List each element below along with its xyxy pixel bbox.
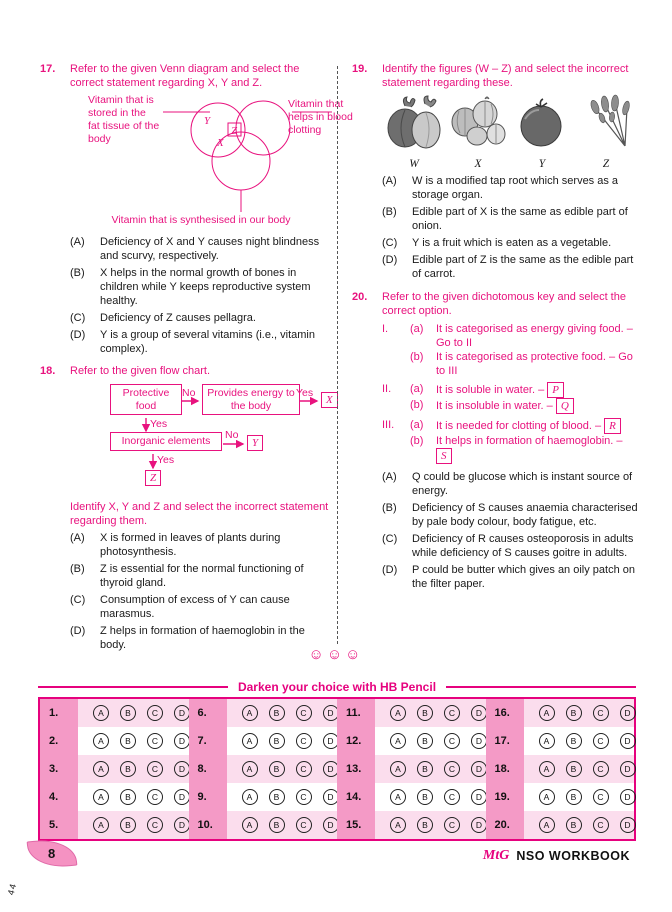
omr-bubble-b[interactable]: B <box>120 705 136 721</box>
key-item-text: It is needed for clotting of blood. – R <box>436 418 640 434</box>
option-text: Y is a group of several vitamins (i.e., vitamin complex). <box>100 329 315 355</box>
flow-yes-label: Yes <box>157 454 175 466</box>
omr-bubble-b[interactable]: B <box>269 761 285 777</box>
question-17-stem: Refer to the given Venn diagram and select the correct statement regarding X, Y and Z. <box>70 63 300 89</box>
key-result-s: S <box>436 448 452 464</box>
question-17-option-b <box>70 266 332 308</box>
option-text: X helps in the normal growth of bones in children while Y keeps reproductive system healthy. <box>100 267 311 307</box>
venn-set-z-label: Z <box>231 125 238 137</box>
omr-bubble-c[interactable]: C <box>444 761 460 777</box>
omr-bubble-b[interactable]: B <box>566 789 582 805</box>
omr-bubble-c[interactable]: C <box>296 705 312 721</box>
option-text: Q could be glucose which is instant source of energy. <box>412 471 633 497</box>
question-19-number: 19. <box>352 63 368 75</box>
omr-bubble-d[interactable]: D <box>620 789 636 805</box>
omr-bubble-a[interactable]: A <box>390 733 406 749</box>
omr-bubble-row <box>78 727 189 755</box>
key-item-text: It helps in formation of haemoglobin. – S <box>436 435 623 462</box>
answer-sheet-title: Darken your choice with HB Pencil <box>237 680 437 694</box>
key-item-text: It is insoluble in water. – Q <box>436 398 640 414</box>
flow-result-x: X <box>321 392 338 408</box>
omr-bubble-d[interactable]: D <box>323 705 339 721</box>
answer-sheet <box>38 680 636 841</box>
omr-bubble-d[interactable]: D <box>620 733 636 749</box>
option-key: (A) <box>382 471 397 483</box>
option-key: (B) <box>70 563 85 575</box>
option-text: P could be butter which gives an oily patch on the filter paper. <box>412 564 635 590</box>
fenugreek-sprig-image <box>575 94 637 152</box>
question-20-number: 20. <box>352 291 368 303</box>
omr-question-number: 17. <box>486 727 524 755</box>
omr-bubble-b[interactable]: B <box>120 817 136 833</box>
question-20-option-d <box>382 563 640 591</box>
omr-bubble-a[interactable]: A <box>539 789 555 805</box>
question-17 <box>40 62 353 356</box>
omr-question-number: 19. <box>486 783 524 811</box>
question-17-number: 17. <box>40 63 56 75</box>
question-19 <box>352 62 640 281</box>
key-item <box>410 398 640 414</box>
omr-question-number: 9. <box>189 783 227 811</box>
question-20-option-a <box>382 470 640 498</box>
omr-bubble-d[interactable]: D <box>471 817 487 833</box>
omr-bubble-row <box>375 727 486 755</box>
question-18-option-b <box>70 562 332 590</box>
omr-bubble-a[interactable]: A <box>93 705 109 721</box>
option-key: (D) <box>70 329 86 341</box>
omr-bubble-c[interactable]: C <box>593 789 609 805</box>
key-roman: I. <box>382 323 389 335</box>
key-result-r: R <box>604 418 621 434</box>
omr-bubble-a[interactable]: A <box>539 761 555 777</box>
omr-bubble-c[interactable]: C <box>444 817 460 833</box>
option-key: (D) <box>382 564 398 576</box>
key-result-q: Q <box>556 398 574 414</box>
omr-bubble-row <box>524 811 635 839</box>
key-item <box>410 382 640 398</box>
option-text: Consumption of excess of Y can cause marasmus. <box>100 594 290 620</box>
omr-bubble-d[interactable]: D <box>174 761 190 777</box>
key-item-key: (a) <box>410 323 424 335</box>
figure-x-garlic <box>446 94 510 171</box>
omr-bubble-a[interactable]: A <box>242 817 258 833</box>
omr-bubble-c[interactable]: C <box>444 733 460 749</box>
page-number-leaf <box>27 837 78 871</box>
answer-sheet-header <box>38 680 636 694</box>
question-18-number: 18. <box>40 365 56 377</box>
flow-box-provides-energy: Provides energy to the body <box>202 384 300 415</box>
flow-result-z: Z <box>145 470 161 486</box>
venn-set-x-label: X <box>217 137 224 149</box>
omr-bubble-row <box>227 699 338 727</box>
question-19-option-b <box>382 205 644 233</box>
option-text: Deficiency of Z causes pellagra. <box>100 312 256 324</box>
omr-bubble-row <box>524 783 635 811</box>
question-20 <box>352 290 640 591</box>
option-text: Edible part of X is the same as edible part of onion. <box>412 206 628 232</box>
question-19-stem: Identify the figures (W – Z) and select the incorrect statement regarding these. <box>382 63 629 89</box>
omr-bubble-row <box>375 755 486 783</box>
omr-bubble-row <box>78 699 189 727</box>
option-text: Z is essential for the normal functioning of thyroid gland. <box>100 563 304 589</box>
omr-bubble-b[interactable]: B <box>120 761 136 777</box>
workbook-title: NSO WORKBOOK <box>516 849 630 863</box>
flow-result-y: Y <box>247 435 263 451</box>
question-18 <box>40 364 332 652</box>
omr-bubble-b[interactable]: B <box>417 761 433 777</box>
omr-bubble-row <box>78 811 189 839</box>
figure-y-label: Y <box>538 158 546 170</box>
figure-w-label: W <box>409 158 419 170</box>
omr-question-number: 13. <box>337 755 375 783</box>
flow-no-label: No <box>225 429 239 441</box>
omr-question-number: 12. <box>337 727 375 755</box>
omr-question-number: 7. <box>189 727 227 755</box>
venn-label-right: Vitamin that helps in blood clotting <box>288 98 353 136</box>
option-key: (D) <box>70 625 86 637</box>
omr-bubble-c[interactable]: C <box>444 705 460 721</box>
option-key: (D) <box>382 254 398 266</box>
omr-bubble-c[interactable]: C <box>147 789 163 805</box>
omr-bubble-b[interactable]: B <box>417 789 433 805</box>
question-20-option-c <box>382 532 640 560</box>
omr-bubble-a[interactable]: A <box>93 817 109 833</box>
option-key: (B) <box>382 502 397 514</box>
question-18-option-c <box>70 593 332 621</box>
omr-bubble-b[interactable]: B <box>417 817 433 833</box>
omr-bubble-a[interactable]: A <box>390 705 406 721</box>
key-item-text: It is soluble in water. – P <box>436 382 640 398</box>
omr-bubble-row <box>227 783 338 811</box>
omr-bubble-row <box>227 727 338 755</box>
key-item <box>410 350 640 378</box>
figure-y-tomato <box>510 94 574 171</box>
omr-bubble-a[interactable]: A <box>390 789 406 805</box>
omr-bubble-d[interactable]: D <box>174 733 190 749</box>
omr-question-number: 2. <box>40 727 78 755</box>
omr-bubble-d[interactable]: D <box>620 817 636 833</box>
omr-bubble-row <box>78 783 189 811</box>
option-key: (A) <box>70 236 85 248</box>
option-text: Deficiency of X and Y causes night blindness and scurvy, respectively. <box>100 236 320 262</box>
key-roman: III. <box>382 419 395 431</box>
key-item <box>410 418 640 434</box>
right-column <box>352 62 640 593</box>
omr-bubble-row <box>524 755 635 783</box>
omr-bubble-d[interactable]: D <box>174 817 190 833</box>
flow-yes-label: Yes <box>296 387 314 399</box>
flow-chart <box>84 382 332 498</box>
question-17-option-a <box>70 235 332 263</box>
option-text: W is a modified tap root which serves as a storage organ. <box>412 175 619 201</box>
omr-bubble-b[interactable]: B <box>566 705 582 721</box>
omr-question-number: 11. <box>337 699 375 727</box>
omr-bubble-b[interactable]: B <box>269 789 285 805</box>
flow-box-inorganic-elements: Inorganic elements <box>110 432 222 451</box>
option-text: Z helps in formation of haemoglobin in the body. <box>100 625 305 651</box>
omr-bubble-d[interactable]: D <box>471 761 487 777</box>
flow-yes-label: Yes <box>150 418 168 430</box>
question-17-option-d <box>70 328 332 356</box>
print-marks: 44 <box>5 881 19 897</box>
omr-bubble-b[interactable]: B <box>566 733 582 749</box>
key-roman: II. <box>382 383 392 395</box>
onions-image <box>383 94 445 152</box>
omr-bubble-b[interactable]: B <box>120 733 136 749</box>
question-18-stem: Refer to the given flow chart. <box>70 365 211 377</box>
omr-bubble-a[interactable]: A <box>93 789 109 805</box>
column-divider <box>337 66 338 644</box>
figure-x-label: X <box>474 158 482 170</box>
omr-bubble-d[interactable]: D <box>620 705 636 721</box>
omr-bubble-a[interactable]: A <box>242 705 258 721</box>
omr-bubble-c[interactable]: C <box>296 817 312 833</box>
question-18-stem2: Identify X, Y and Z and select the incorrect statement regarding them. <box>70 501 329 527</box>
page-number: 8 <box>48 846 56 862</box>
omr-bubble-c[interactable]: C <box>593 733 609 749</box>
venn-diagram <box>70 90 353 232</box>
question-19-option-c <box>382 236 644 250</box>
omr-bubble-c[interactable]: C <box>593 817 609 833</box>
omr-bubble-row <box>227 811 338 839</box>
omr-bubble-d[interactable]: D <box>471 705 487 721</box>
omr-bubble-b[interactable]: B <box>566 817 582 833</box>
option-key: (A) <box>70 532 85 544</box>
omr-bubble-a[interactable]: A <box>539 705 555 721</box>
garlic-image <box>447 94 509 152</box>
option-key: (C) <box>70 594 86 606</box>
omr-bubble-a[interactable]: A <box>242 789 258 805</box>
footer-brand-row <box>483 848 630 864</box>
figure-w-onions <box>382 94 446 171</box>
option-text: Edible part of Z is the same as the edible part of carrot. <box>412 254 634 280</box>
flow-box-protective-food: Protective food <box>110 384 182 415</box>
omr-bubble-d[interactable]: D <box>471 733 487 749</box>
omr-bubble-d[interactable]: D <box>471 789 487 805</box>
header-rule-right <box>446 686 636 688</box>
option-key: (B) <box>382 206 397 218</box>
key-item <box>410 434 640 464</box>
header-rule-left <box>38 686 228 688</box>
key-group-ii <box>382 382 640 414</box>
omr-bubble-b[interactable]: B <box>269 733 285 749</box>
key-group-i <box>382 322 640 378</box>
mtg-logo: MtG <box>482 848 510 863</box>
omr-grid <box>38 697 636 841</box>
omr-question-number: 4. <box>40 783 78 811</box>
omr-bubble-d[interactable]: D <box>620 761 636 777</box>
omr-bubble-a[interactable]: A <box>242 761 258 777</box>
omr-bubble-b[interactable]: B <box>417 733 433 749</box>
omr-bubble-c[interactable]: C <box>147 705 163 721</box>
venn-label-left: Vitamin that is stored in the fat tissue of the body <box>88 94 160 145</box>
omr-bubble-row <box>78 755 189 783</box>
key-item-text: It is categorised as protective food. – Go to III <box>436 351 633 377</box>
key-item-key: (a) <box>410 419 424 431</box>
omr-question-number: 16. <box>486 699 524 727</box>
option-key: (B) <box>70 267 85 279</box>
omr-bubble-row <box>524 699 635 727</box>
option-text: Deficiency of S causes anaemia characterised by pale body colour, body fatigue, etc. <box>412 502 638 528</box>
omr-bubble-row <box>375 811 486 839</box>
omr-question-number: 10. <box>189 811 227 839</box>
omr-bubble-b[interactable]: B <box>120 789 136 805</box>
smiley-row: ☺☺☺ <box>308 646 364 663</box>
omr-bubble-c[interactable]: C <box>296 733 312 749</box>
omr-question-number: 5. <box>40 811 78 839</box>
omr-question-number: 14. <box>337 783 375 811</box>
option-key: (C) <box>382 237 398 249</box>
figure-row <box>382 94 638 171</box>
question-17-option-c <box>70 311 332 325</box>
question-19-option-a <box>382 174 644 202</box>
omr-bubble-d[interactable]: D <box>323 733 339 749</box>
omr-bubble-b[interactable]: B <box>269 705 285 721</box>
omr-bubble-a[interactable]: A <box>390 761 406 777</box>
omr-bubble-b[interactable]: B <box>566 761 582 777</box>
omr-bubble-c[interactable]: C <box>444 789 460 805</box>
figure-z-sprig <box>574 94 638 171</box>
key-item-key: (b) <box>410 399 424 411</box>
omr-bubble-d[interactable]: D <box>174 705 190 721</box>
omr-question-number: 18. <box>486 755 524 783</box>
omr-question-number: 1. <box>40 699 78 727</box>
question-18-option-a <box>70 531 332 559</box>
omr-bubble-d[interactable]: D <box>174 789 190 805</box>
omr-question-number: 6. <box>189 699 227 727</box>
option-key: (A) <box>382 175 397 187</box>
option-key: (C) <box>382 533 398 545</box>
omr-bubble-a[interactable]: A <box>93 761 109 777</box>
omr-bubble-c[interactable]: C <box>296 761 312 777</box>
key-item-key: (b) <box>410 351 424 363</box>
omr-bubble-a[interactable]: A <box>390 817 406 833</box>
omr-bubble-c[interactable]: C <box>296 789 312 805</box>
omr-bubble-row <box>375 783 486 811</box>
omr-bubble-d[interactable]: D <box>323 761 339 777</box>
omr-bubble-c[interactable]: C <box>593 761 609 777</box>
flow-no-label: No <box>182 387 196 399</box>
omr-bubble-c[interactable]: C <box>593 705 609 721</box>
omr-question-number: 20. <box>486 811 524 839</box>
question-19-option-d <box>382 253 644 281</box>
omr-question-number: 15. <box>337 811 375 839</box>
omr-bubble-c[interactable]: C <box>147 817 163 833</box>
question-20-stem: Refer to the given dichotomous key and select the correct option. <box>382 291 626 317</box>
omr-question-number: 8. <box>189 755 227 783</box>
omr-bubble-b[interactable]: B <box>269 817 285 833</box>
key-item-text: It is categorised as energy giving food. – Go to II <box>436 323 633 349</box>
omr-bubble-a[interactable]: A <box>93 733 109 749</box>
omr-bubble-a[interactable]: A <box>539 817 555 833</box>
question-20-option-b <box>382 501 640 529</box>
option-text: X is formed in leaves of plants during photosynthesis. <box>100 532 281 558</box>
option-text: Deficiency of R causes osteoporosis in adults while deficiency of S causes goitre in adults. <box>412 533 634 559</box>
key-item-key: (b) <box>410 435 424 447</box>
key-item-key: (a) <box>410 383 424 395</box>
key-item <box>410 322 640 350</box>
omr-question-number: 3. <box>40 755 78 783</box>
key-result-p: P <box>547 382 564 398</box>
omr-bubble-row <box>375 699 486 727</box>
figure-z-label: Z <box>602 158 610 170</box>
option-text: Y is a fruit which is eaten as a vegetable. <box>412 237 612 249</box>
omr-bubble-a[interactable]: A <box>242 733 258 749</box>
venn-label-bottom: Vitamin that is synthesised in our body <box>111 214 291 226</box>
omr-bubble-d[interactable]: D <box>323 789 339 805</box>
omr-bubble-row <box>227 755 338 783</box>
omr-bubble-a[interactable]: A <box>539 733 555 749</box>
omr-bubble-b[interactable]: B <box>417 705 433 721</box>
key-group-iii <box>382 418 640 464</box>
option-key: (C) <box>70 312 86 324</box>
omr-bubble-c[interactable]: C <box>147 761 163 777</box>
venn-set-y-label: Y <box>204 115 211 127</box>
omr-bubble-d[interactable]: D <box>323 817 339 833</box>
omr-bubble-c[interactable]: C <box>147 733 163 749</box>
tomato-image <box>511 94 573 152</box>
omr-bubble-row <box>524 727 635 755</box>
left-column <box>40 62 353 654</box>
